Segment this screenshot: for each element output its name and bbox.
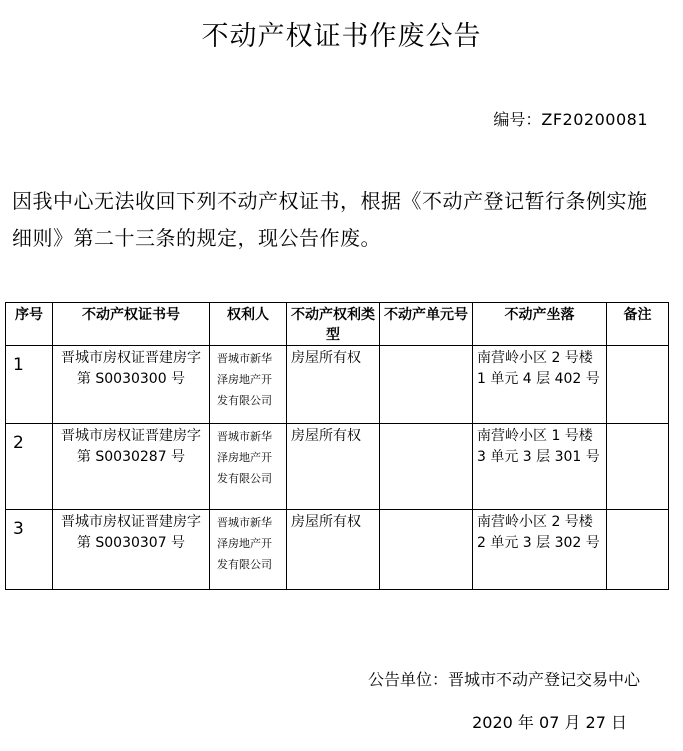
cell-remark <box>607 424 669 510</box>
cell-cert-number: 晋城市房权证晋建房字第 S0030287 号 <box>53 424 210 510</box>
cell-right-type: 房屋所有权 <box>287 510 380 590</box>
cell-right-type: 房屋所有权 <box>287 424 380 510</box>
cell-remark <box>607 346 669 424</box>
document-number <box>493 107 648 130</box>
document-number-value: ZF20200081 <box>541 110 648 129</box>
table-row <box>6 346 669 424</box>
header-unit-number: 不动产单元号 <box>380 303 473 346</box>
cell-unit-number <box>380 510 473 590</box>
cell-cert-number: 晋城市房权证晋建房字第 S0030300 号 <box>53 346 210 424</box>
cell-remark <box>607 510 669 590</box>
cell-seq: 3 <box>6 510 53 590</box>
cell-cert-number: 晋城市房权证晋建房字第 S0030307 号 <box>53 510 210 590</box>
cell-seq: 1 <box>6 346 53 424</box>
header-right-type: 不动产权利类型 <box>287 303 380 346</box>
cell-location: 南营岭小区 2 号楼 1 单元 4 层 402 号 <box>473 346 607 424</box>
cell-right-type: 房屋所有权 <box>287 346 380 424</box>
header-right-holder: 权利人 <box>210 303 287 346</box>
cell-right-holder: 晋城市新华泽房地产开发有限公司 <box>210 424 287 510</box>
cell-unit-number <box>380 424 473 510</box>
table-row <box>6 510 669 590</box>
cell-unit-number <box>380 346 473 424</box>
header-remark: 备注 <box>607 303 669 346</box>
table-row <box>6 424 669 510</box>
cell-location: 南营岭小区 1 号楼 3 单元 3 层 301 号 <box>473 424 607 510</box>
header-seq: 序号 <box>6 303 53 346</box>
document-number-label: 编号： <box>493 110 542 129</box>
issue-date: 2020 年 07 月 27 日 <box>472 713 627 732</box>
cell-location: 南营岭小区 2 号楼 2 单元 3 层 302 号 <box>473 510 607 590</box>
void-certificate-table <box>5 302 669 590</box>
table-header-row <box>6 303 669 346</box>
header-cert-number: 不动产权证书号 <box>53 303 210 346</box>
cell-right-holder: 晋城市新华泽房地产开发有限公司 <box>210 346 287 424</box>
cell-seq: 2 <box>6 424 53 510</box>
cell-right-holder: 晋城市新华泽房地产开发有限公司 <box>210 510 287 590</box>
issuing-unit: 公告单位：晋城市不动产登记交易中心 <box>367 670 640 689</box>
header-location: 不动产坐落 <box>473 303 607 346</box>
announcement-body: 因我中心无法收回下列不动产权证书，根据《不动产登记暂行条例实施细则》第二十三条的规定，现公告作废。 <box>12 189 648 250</box>
document-title: 不动产权证书作废公告 <box>201 21 482 52</box>
